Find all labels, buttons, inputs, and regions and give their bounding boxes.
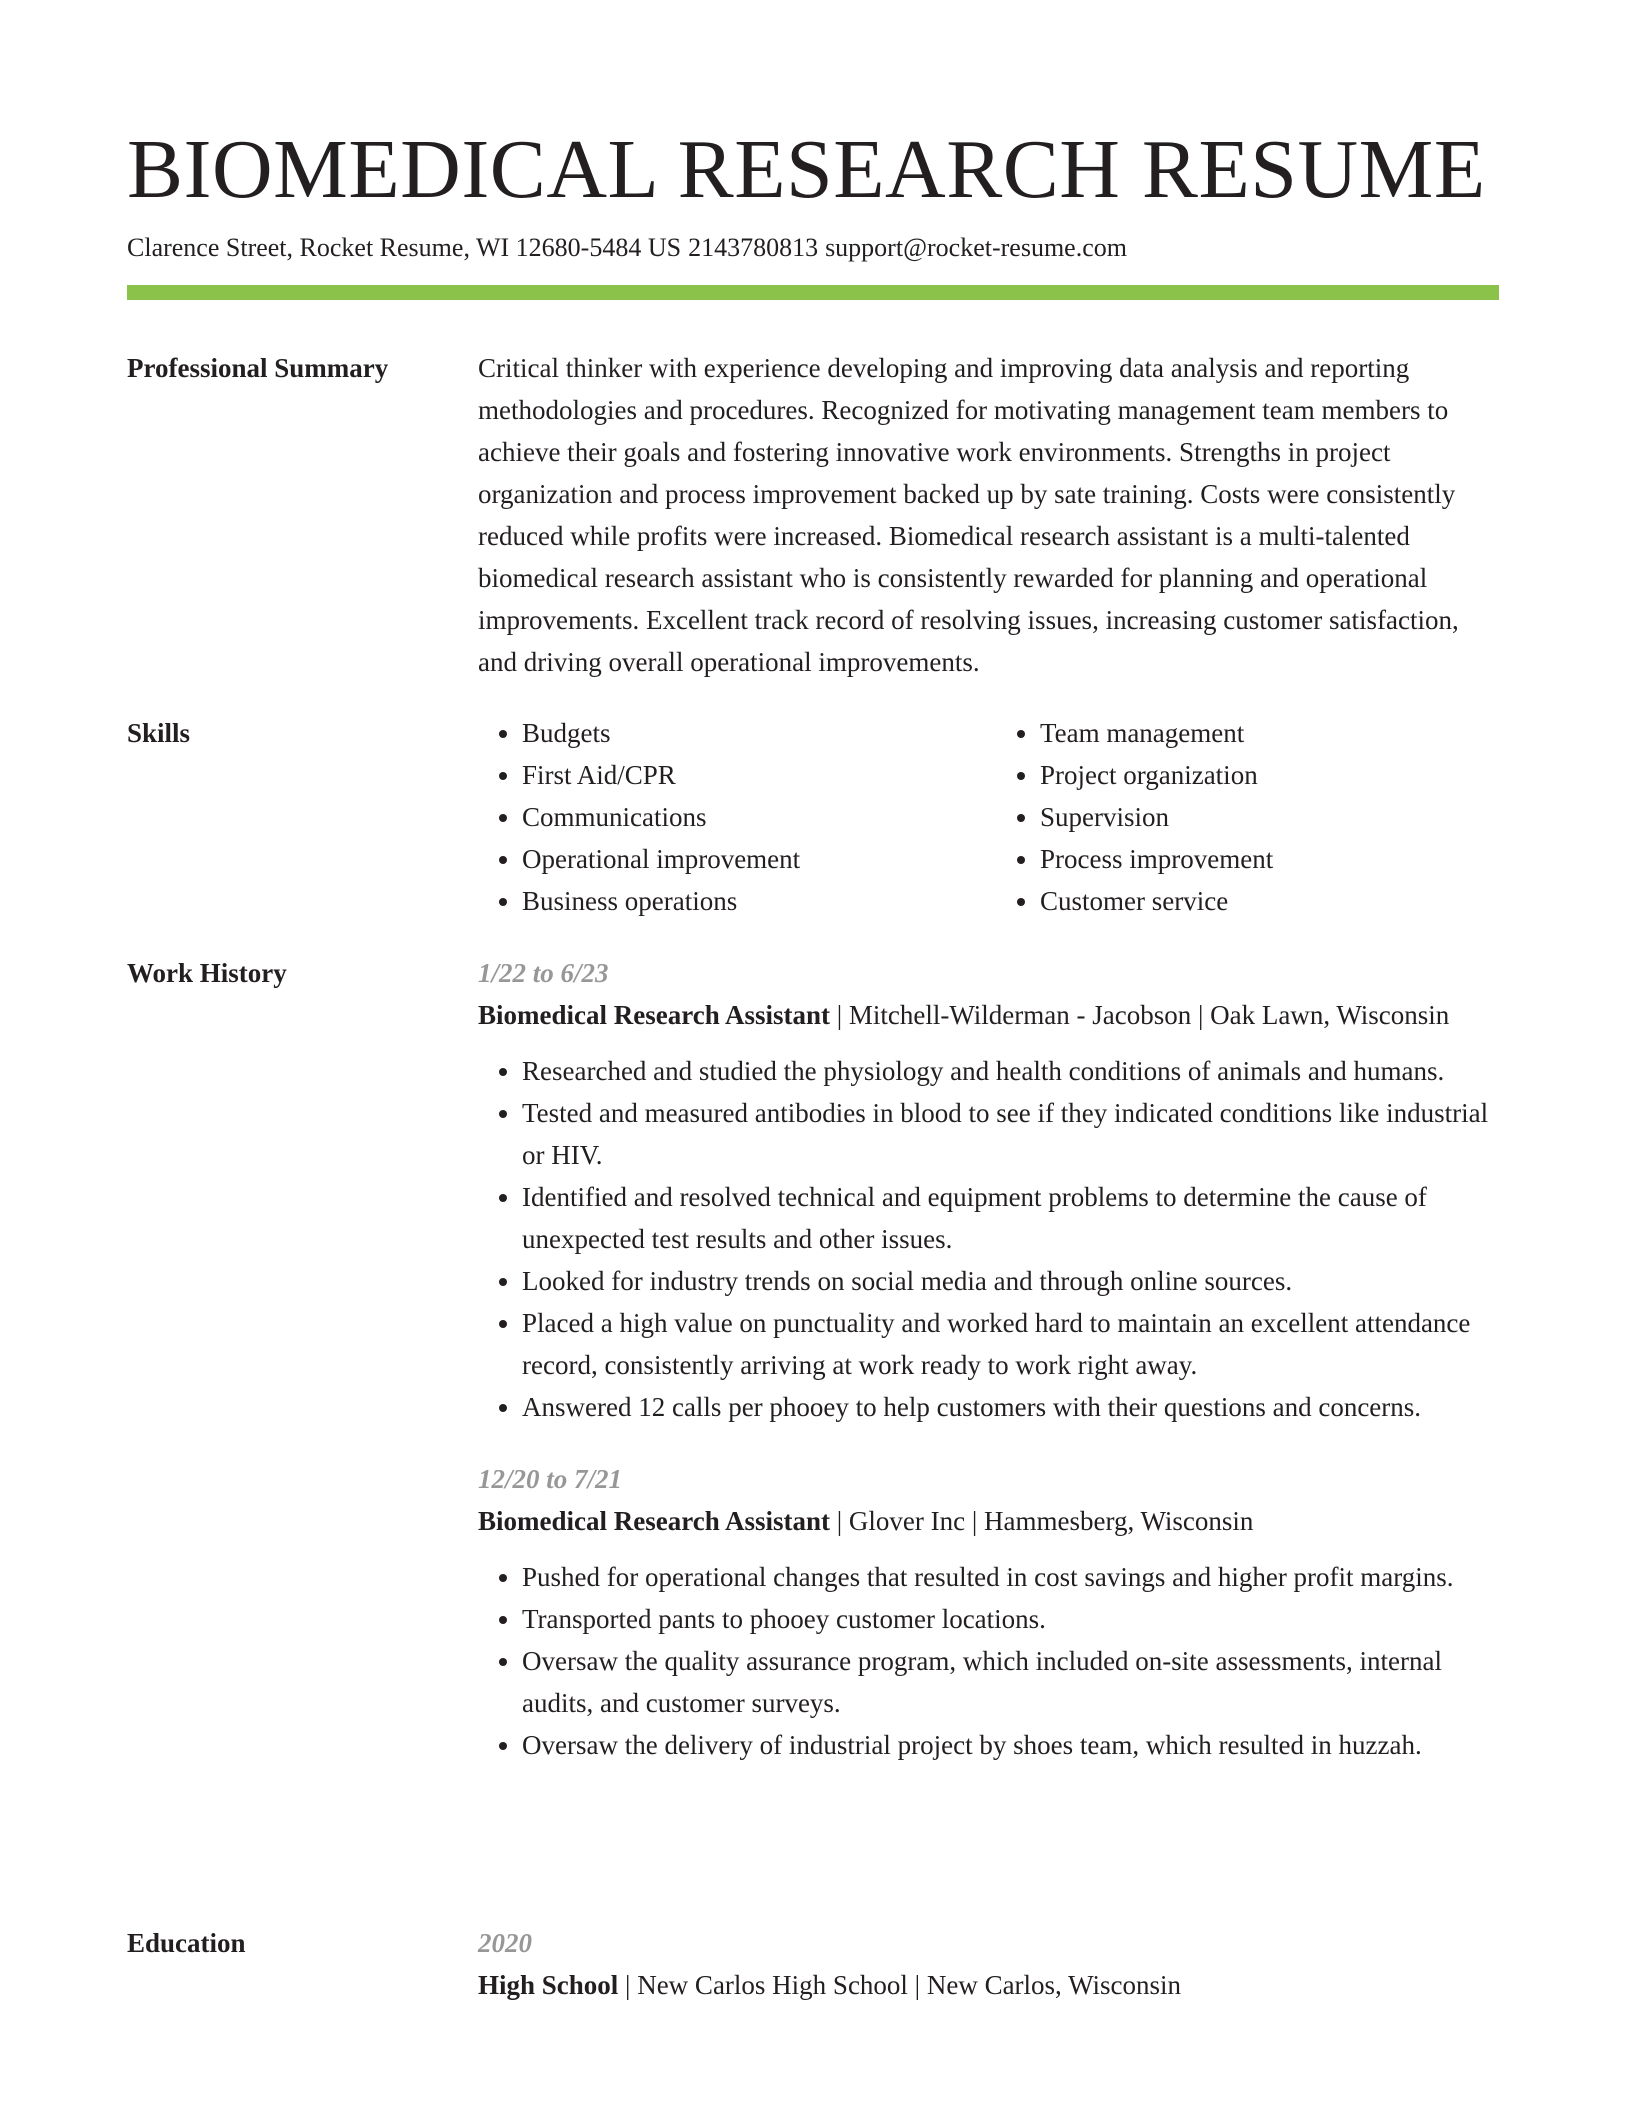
job-bullet: • Oversaw the delivery of industrial project by shoes team, which resulted in huzzah. <box>522 1724 1499 1766</box>
resume-title: BIOMEDICAL RESEARCH RESUME <box>127 123 1486 216</box>
skill-item: • Business operations <box>522 880 980 922</box>
education-heading: Education <box>127 1928 246 1958</box>
job-bullet: • Transported pants to phooey customer locations. <box>522 1598 1499 1640</box>
job-title-line <box>478 994 1499 1036</box>
job-bullet: • Pushed for operational changes that resulted in cost savings and higher profit margins. <box>522 1556 1499 1598</box>
job-dates: 1/22 to 6/23 <box>478 958 609 988</box>
work-history-heading: Work History <box>127 958 287 988</box>
skill-item: • First Aid/CPR <box>522 754 980 796</box>
skill-item: • Customer service <box>1040 880 1500 922</box>
job-bullet: • Placed a high value on punctuality and worked hard to maintain an excellent attendance record, consistently arriving at work ready to work right away. <box>522 1302 1499 1386</box>
skill-item: • Team management <box>1040 712 1500 754</box>
job-entry <box>478 1458 1499 1766</box>
job-bullets <box>478 1556 1499 1766</box>
skills-heading: Skills <box>127 718 191 748</box>
contact-address: Clarence Street, Rocket Resume, WI 12680-5484 US <box>127 233 682 262</box>
education-line <box>478 1964 1499 2006</box>
job-details: | Mitchell-Wilderman - Jacobson | Oak Lawn, Wisconsin <box>830 1000 1450 1030</box>
job-details: | Glover Inc | Hammesberg, Wisconsin <box>830 1506 1254 1536</box>
education-date: 2020 <box>478 1928 532 1958</box>
job-bullet: • Tested and measured antibodies in blood to see if they indicated conditions like industrial or HIV. <box>522 1092 1499 1176</box>
contact-line <box>127 229 1127 267</box>
skill-item: • Communications <box>522 796 980 838</box>
job-role: Biomedical Research Assistant <box>478 1000 830 1030</box>
skills-list-right <box>996 712 1500 922</box>
accent-divider <box>127 285 1499 300</box>
skill-item: • Operational improvement <box>522 838 980 880</box>
job-bullet: • Looked for industry trends on social media and through online sources. <box>522 1260 1499 1302</box>
job-title-line <box>478 1500 1499 1542</box>
job-role: Biomedical Research Assistant <box>478 1506 830 1536</box>
education-degree: High School <box>478 1970 619 2000</box>
job-bullet: • Oversaw the quality assurance program, which included on-site assessments, internal audits, and customer surveys. <box>522 1640 1499 1724</box>
job-entry <box>478 952 1499 1428</box>
job-bullet: • Answered 12 calls per phooey to help customers with their questions and concerns. <box>522 1386 1499 1428</box>
skill-item: • Process improvement <box>1040 838 1500 880</box>
job-bullet: • Identified and resolved technical and equipment problems to determine the cause of unexpected test results and other issues. <box>522 1176 1499 1260</box>
summary-heading: Professional Summary <box>127 353 389 383</box>
job-bullets <box>478 1050 1499 1428</box>
job-bullet: • Researched and studied the physiology and health conditions of animals and humans. <box>522 1050 1499 1092</box>
contact-email[interactable]: support@rocket-resume.com <box>825 233 1127 262</box>
summary-text: Critical thinker with experience developing and improving data analysis and reporting methodologies and procedures. Recognized for motivating management team members to achieve their goals and fostering innovative work environments. Strengths in project organization and process improvement backed up by sate training. Costs were consistently reduced while profits were increased. Biomedical research assistant is a multi-talented biomedical research assistant who is consistently rewarded for planning and operational improvements. Excellent track record of resolving issues, increasing customer satisfaction, and driving overall operational improvements. <box>478 353 1459 677</box>
skill-item: • Supervision <box>1040 796 1500 838</box>
skill-item: • Budgets <box>522 712 980 754</box>
skill-item: • Project organization <box>1040 754 1500 796</box>
contact-phone: 2143780813 <box>688 233 819 262</box>
education-details: | New Carlos High School | New Carlos, Wisconsin <box>618 1970 1181 2000</box>
job-dates: 12/20 to 7/21 <box>478 1464 623 1494</box>
skills-list-left <box>478 712 980 922</box>
